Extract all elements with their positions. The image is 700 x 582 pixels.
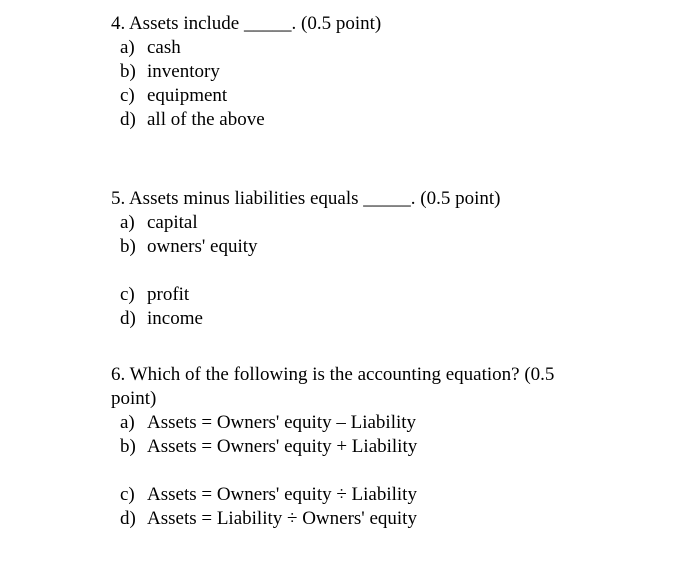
question-5-stem: 5. Assets minus liabilities equals _____. (0.5 point) [111,188,501,209]
option-text: Assets = Liability ÷ Owners' equity [147,508,417,529]
option-letter: d) [120,508,136,529]
question-5-option-c [111,283,611,307]
question-5-option-a [111,211,611,235]
option-spacer [111,459,611,483]
option-text: owners' equity [147,236,258,257]
option-text: income [147,308,203,329]
option-letter: b) [120,436,136,457]
question-4-option-b [111,60,611,84]
option-text: Assets = Owners' equity + Liability [147,436,418,457]
question-4-option-d [111,108,611,132]
question-5 [111,187,611,331]
question-4-stem: 4. Assets include _____. (0.5 point) [111,13,382,34]
option-text: cash [147,37,181,58]
option-text: profit [147,284,190,305]
option-letter: d) [120,308,136,329]
option-letter: c) [120,484,135,505]
option-letter: b) [120,236,136,257]
question-4 [111,12,611,132]
option-letter: c) [120,284,135,305]
option-letter: c) [120,85,135,106]
option-letter: a) [120,412,135,433]
option-text: inventory [147,61,220,82]
question-5-option-d [111,307,611,331]
question-6-option-d [111,507,611,531]
question-6-option-a [111,411,611,435]
option-letter: a) [120,37,135,58]
option-text: Assets = Owners' equity ÷ Liability [147,484,417,505]
question-4-option-a [111,36,611,60]
option-letter: d) [120,109,136,130]
option-text: equipment [147,85,228,106]
question-5-option-b [111,235,611,259]
question-4-option-c [111,84,611,108]
option-letter: a) [120,212,135,233]
option-spacer [111,259,611,283]
option-text: Assets = Owners' equity – Liability [147,412,417,433]
question-6-option-c [111,483,611,507]
option-text: all of the above [147,109,265,130]
question-6 [111,363,611,531]
question-6-option-b [111,435,611,459]
option-text: capital [147,212,198,233]
option-letter: b) [120,61,136,82]
question-6-stem: 6. Which of the following is the accounting equation? (0.5 point) [111,364,555,409]
